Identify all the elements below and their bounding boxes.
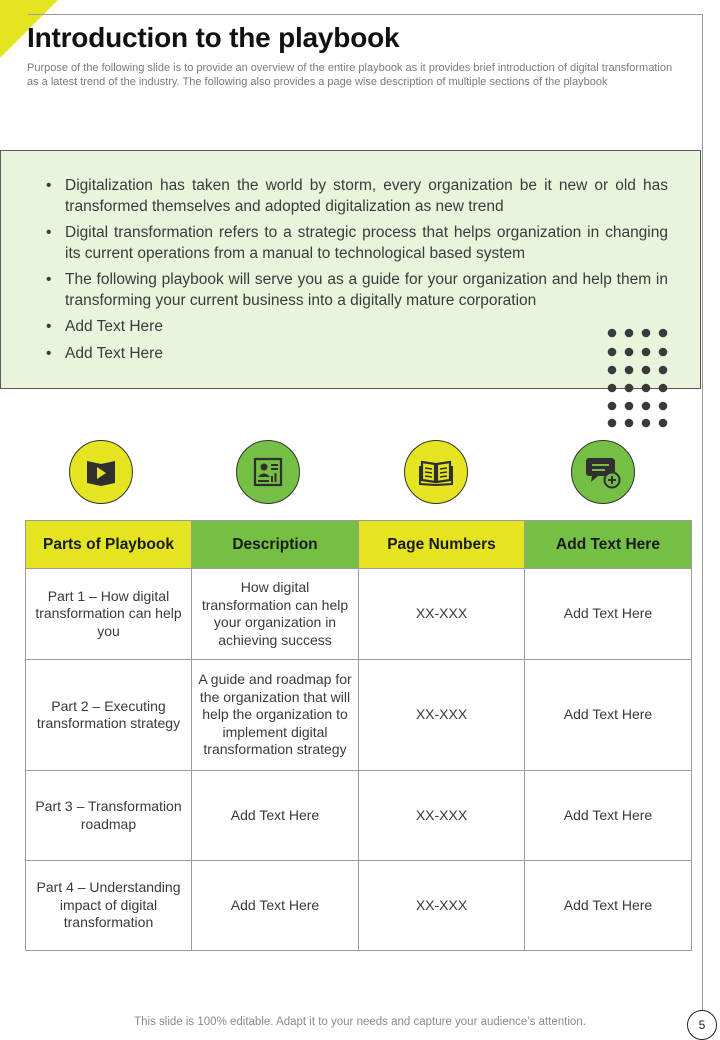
dot-grid-decoration <box>607 328 669 428</box>
footer-note <box>0 1016 720 1028</box>
table-cell: XX-XXX <box>359 861 525 951</box>
table-row <box>26 861 692 951</box>
play-book-icon <box>85 457 117 487</box>
page-subtitle: Purpose of the following slide is to provide an overview of the entire playbook as it provides brief introduction of digital transformation as a latest trend of the industry. The following also provides a page wise description of multiple sections of the playbook <box>27 62 673 88</box>
bullet-item: • Add Text Here <box>46 317 668 338</box>
column-header-page-numbers: Page Numbers <box>359 521 525 569</box>
table-cell: XX-XXX <box>359 771 525 861</box>
table-cell: Part 4 – Understanding impact of digital transformation <box>26 861 192 951</box>
table-cell: Add Text Here <box>525 771 692 861</box>
right-divider <box>702 14 703 1024</box>
profile-chart-icon <box>252 456 284 488</box>
table-cell: XX-XXX <box>359 660 525 771</box>
table-cell: Add Text Here <box>192 771 359 861</box>
table-cell: Add Text Here <box>525 660 692 771</box>
playbook-parts-table <box>25 520 692 951</box>
bullet-item: • Digital transformation refers to a strategic process that helps organization in changing its current operations from a manual to technological based system <box>46 223 668 264</box>
table-cell: How digital transformation can help your organization in achieving success <box>192 569 359 660</box>
table-cell: Part 1 – How digital transformation can help you <box>26 569 192 660</box>
footer-text: This slide is 100% editable. Adapt it to your needs and capture your audience’s attention. <box>134 1016 586 1028</box>
top-divider <box>28 14 703 15</box>
table-cell: Part 2 – Executing transformation strategy <box>26 660 192 771</box>
table-cell: A guide and roadmap for the organization that will help the organization to implement digital transformation strategy <box>192 660 359 771</box>
table-cell: Add Text Here <box>525 861 692 951</box>
open-book-icon <box>419 458 453 486</box>
table-row <box>26 771 692 861</box>
bullet-item: • Digitalization has taken the world by storm, every organization be it new or old has transformed themselves and adopted digitalization as new trend <box>46 176 668 217</box>
table-header-row <box>26 521 692 569</box>
chat-add-icon <box>585 455 621 489</box>
open-book-icon-circle <box>404 440 468 504</box>
page-title: Introduction to the playbook <box>27 22 400 53</box>
table-cell: XX-XXX <box>359 569 525 660</box>
table-cell: Add Text Here <box>192 861 359 951</box>
chat-add-icon-circle <box>571 440 635 504</box>
column-header-description: Description <box>192 521 359 569</box>
table-cell: Add Text Here <box>525 569 692 660</box>
table-row <box>26 660 692 771</box>
column-header-add-text: Add Text Here <box>525 521 692 569</box>
profile-chart-icon-circle <box>236 440 300 504</box>
bullet-item: • The following playbook will serve you as a guide for your organization and help them in transforming your current business into a digitally mature corporation <box>46 270 668 311</box>
page-number-badge: 5 <box>687 1010 717 1040</box>
column-header-parts: Parts of Playbook <box>26 521 192 569</box>
play-book-icon-circle <box>69 440 133 504</box>
intro-bullet-list <box>46 176 668 370</box>
bullet-item: • Add Text Here <box>46 344 668 365</box>
table-row <box>26 569 692 660</box>
table-cell: Part 3 – Transformation roadmap <box>26 771 192 861</box>
